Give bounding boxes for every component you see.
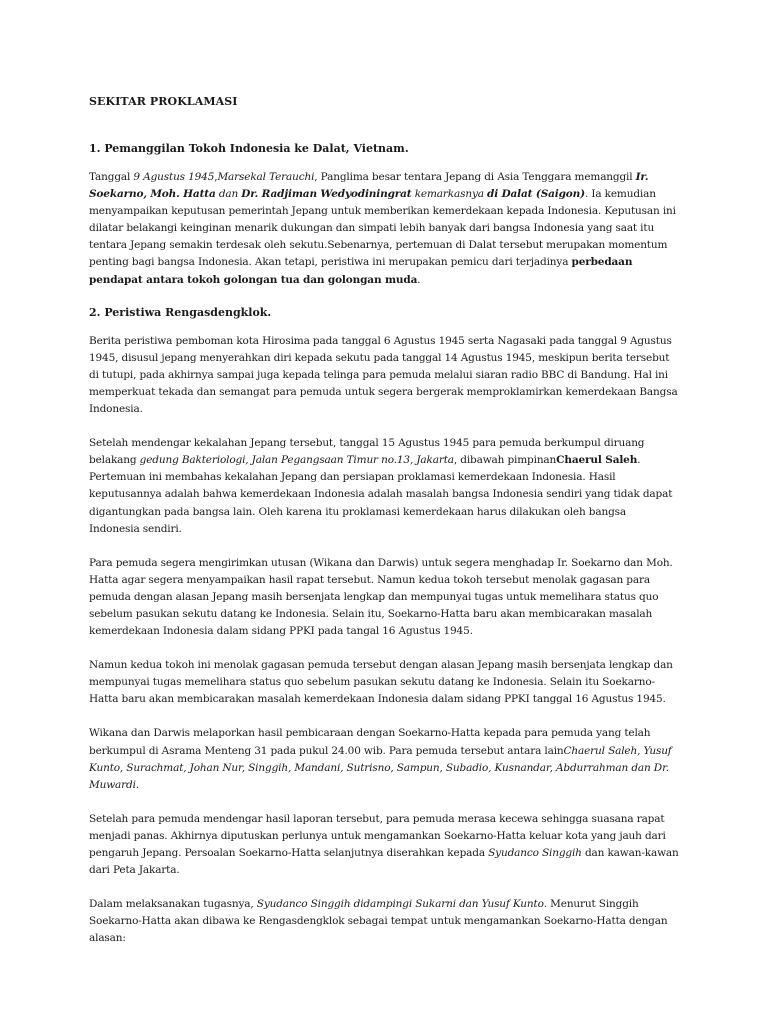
text-run: Syudanco Singgih didampingi Sukarni dan Yusuf Kunto xyxy=(256,898,544,911)
paragraph xyxy=(89,725,679,793)
text-run: Namun kedua tokoh ini menolak gagasan pemuda tersebut dengan alasan Jepang masih bersenjata lengkap dan mempunyai tugas memelihara status quo sebelum pasukan sekutu datang ke Indonesia. Selain itu Soekarno-Hatta baru akan membicarakan masalah kemerdekaan Indonesia dalam sidang PPKI tanggal 16 Agustus 1945. xyxy=(89,659,673,706)
text-run: . Ia kemudian menyampaikan keputusan pemerintah Jepang untuk memberikan kemerdekaan kepada Indonesia. Keputusan ini dilatar belakangi keinginan menarik dukungan dan simpati lebih banyak dari bangsa Indonesia yang saat itu tentara Jepang semakin terdesak oleh sekutu.Sebenarnya, pertemuan di Dalat tersebut merupakan momentum penting bagi bangsa Indonesia. Akan tetapi, peristiwa ini merupakan pemicu dari terjadinya xyxy=(89,188,676,269)
text-run: . Menurut Singgih Soekarno-Hatta akan dibawa ke Rengasdengklok sebagai tempat untuk mengamankan Soekarno-Hatta dengan alasan: xyxy=(89,898,668,945)
paragraph xyxy=(89,169,679,289)
text-run: 9 Agustus 1945 xyxy=(133,171,215,183)
section-heading: 2. Peristiwa Rengasdengklok. xyxy=(89,305,272,319)
text-run: kemarkasnya xyxy=(411,188,488,201)
text-run: Setelah para pemuda mendengar hasil laporan tersebut, para pemuda merasa kecewa sehingga suasana rapat menjadi panas. Akhirnya diputuskan perlunya untuk mengamankan Soekarno-Hatta keluar kota yang jauh dari pengaruh Jepang. Persoalan Soekarno-Hatta selanjutnya diserahkan kepada xyxy=(89,812,666,859)
paragraph xyxy=(89,555,679,640)
text-run: Dr. Radjiman Wedyodiningrat xyxy=(241,188,412,201)
paragraph xyxy=(89,333,679,418)
text-run: dan kawan-kawan dari Peta Jakarta. xyxy=(89,847,679,877)
document-body xyxy=(89,142,679,947)
paragraph xyxy=(89,435,679,538)
text-run: . Pertemuan ini membahas kekalahan Jepang dan persiapan proklamasi kemerdekaan Indonesia. Hasil keputusannya adalah bahwa kemerdekaan Indonesia adalah masalah bangsa Indonesia sendiri yang tidak dapat digantungkan pada bangsa lain. Oleh karena itu proklamasi kemerdekaan harus dilakukan oleh bangsa Indonesia sendiri. xyxy=(89,454,673,535)
text-run: . xyxy=(417,273,421,286)
text-run: . xyxy=(135,778,140,791)
text-run: perbedaan pendapat antara tokoh golongan tua dan golongan muda xyxy=(89,256,633,286)
paragraph xyxy=(89,657,679,708)
text-run: di Dalat (Saigon) xyxy=(487,188,585,201)
text-run: dan xyxy=(215,188,242,201)
text-run: gedung Bakteriologi, Jalan Pegangsaan Timur no.13, Jakarta xyxy=(139,454,454,467)
section-heading: 1. Pemanggilan Tokoh Indonesia ke Dalat, Vietnam. xyxy=(89,142,409,155)
text-run: Syudanco Singgih xyxy=(488,847,582,859)
text-run: Wikana dan Darwis melaporkan hasil pembicaraan dengan Soekarno-Hatta kepada para pemuda yang telah berkumpul di Asrama Menteng 31 pada pukul 24.00 wib. Para pemuda tersebut antara lain xyxy=(89,727,651,757)
text-run: Berita peristiwa pemboman kota Hirosima pada tanggal 6 Agustus 1945 serta Nagasaki pada tanggal 9 Agustus 1945, disusul jepang menyerahkan diri kepada sekutu pada tanggal 14 Agustus 1945, meskipun berita tersebut di tutupi, pada akhirnya sampai juga kepada telinga para pemuda melalui siaran radio BBC di Bandung. Hal ini memperkuat tekada dan semangat para pemuda untuk segera bergerak memproklamirkan kemerdekaan Bangsa Indonesia. xyxy=(89,334,678,416)
text-run: Tanggal xyxy=(89,171,134,183)
document-page xyxy=(89,95,679,964)
text-run: Chaerul Saleh, Yusuf Kunto, Surachmat, Johan Nur, Singgih, Mandani, Sutrisno, Sampun, Subadio, Kusnandar, Abdurrahman dan Dr. Muwardi xyxy=(89,744,672,791)
text-run: Para pemuda segera mengirimkan utusan (Wikana dan Darwis) untuk segera menghadap Ir. Soekarno dan Moh. Hatta agar segera menyampaikan hasil rapat tersebut. Namun kedua tokoh tersebut menolak gagasan para pemuda dengan alasan Jepang masih bersenjata lengkap dan mempunyai tugas untuk memelihara status quo sebelum pasukan sekutu datang ke Indonesia. Selain itu, Soekarno-Hatta baru akan membicarakan masalah kemerdekaan Indonesia dalam sidang PPKI pada tangal 16 Agustus 1945. xyxy=(89,556,673,638)
text-run: , xyxy=(214,171,218,183)
text-run: Setelah mendengar kekalahan Jepang tersebut, tanggal 15 Agustus 1945 para pemuda berkumpul diruang belakang xyxy=(89,437,645,467)
document-title: SEKITAR PROKLAMASI xyxy=(89,95,238,108)
text-run: Dalam melaksanakan tugasnya, xyxy=(89,898,257,911)
paragraph xyxy=(89,811,679,879)
text-run: , dibawah pimpinan xyxy=(453,454,557,467)
text-run: Chaerul Saleh xyxy=(556,454,638,467)
paragraph xyxy=(89,896,679,947)
text-run: Marsekal Terauchi xyxy=(217,171,315,183)
text-run: Ir. Soekarno, Moh. Hatta xyxy=(89,171,649,201)
text-run: , Panglima besar tentara Jepang di Asia Tenggara memanggil xyxy=(314,171,636,183)
